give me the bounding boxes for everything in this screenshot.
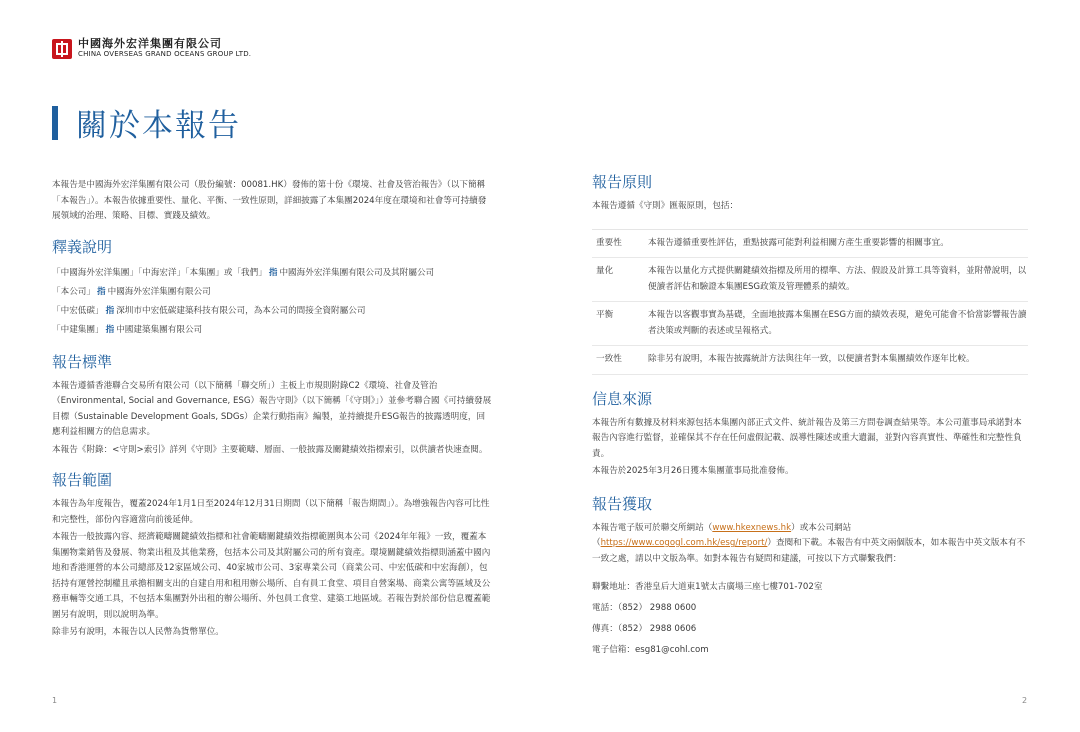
definition-meaning: 中國海外宏洋集團有限公司及其附屬公司 — [279, 267, 435, 278]
page-number-right: 2 — [1022, 696, 1028, 705]
definition-arrow: 指 — [96, 286, 106, 297]
access-text: 本報告電子版可於聯交所網站（ — [592, 522, 713, 533]
hkexnews-link[interactable]: www.hkexnews.hk — [712, 522, 792, 533]
sources-paragraph: 本報告所有數據及材料來源包括本集團內部正式文件、統計報告及第三方問卷調查結果等。本公司董事局承諾對本報告內容進行監督，並確保其不存在任何虛假記載、誤導性陳述或重大遺漏，並對內容真實性、準確性和完整性負責。 — [592, 417, 1022, 459]
access-text: ）或本公司網站（ — [592, 522, 852, 548]
definitions-list — [52, 264, 492, 340]
definition-arrow: 指 — [105, 305, 115, 316]
principle-name: 重要性 — [596, 237, 622, 248]
principles-table — [592, 229, 1028, 375]
principle-description: 本報告以客觀事實為基礎，全面地披露本集團在ESG方面的績效表現，避免可能會不恰當影響報告讀者決策或判斷的表述或呈報格式。 — [648, 310, 1027, 336]
access-paragraph — [592, 521, 1028, 568]
definition-meaning: 中國海外宏洋集團有限公司 — [107, 286, 211, 297]
definition-item — [52, 264, 492, 283]
scope-currency-paragraph: 除非另有說明，本報告以人民幣為貨幣單位。 — [52, 627, 224, 637]
title-accent-bar — [52, 106, 58, 140]
contact-phone: 電話：（852） 2988 0600 — [592, 603, 697, 613]
left-column — [52, 178, 492, 643]
sources-heading: 信息來源 — [592, 389, 653, 408]
principle-description: 本報告以量化方式提供關鍵績效指標及所用的標準、方法、假設及計算工具等資料，並附帶說明，以便讀者評估和驗證本集團ESG政策及管理體系的績效。 — [648, 266, 1027, 292]
principle-name: 量化 — [596, 266, 614, 276]
company-logo-icon — [52, 39, 72, 59]
standards-heading: 報告標準 — [52, 352, 113, 371]
page-title: 關於本報告 — [76, 108, 241, 144]
definition-term: 「中宏低碳」 — [52, 305, 104, 316]
principle-description: 除非另有說明，本報告披露統計方法與往年一致，以便讀者對本集團績效作逐年比較。 — [648, 354, 975, 364]
scope-heading: 報告範圍 — [52, 471, 113, 489]
definition-arrow: 指 — [105, 324, 115, 335]
definition-meaning: 中國建築集團有限公司 — [116, 324, 203, 335]
page-number-left: 1 — [52, 696, 58, 705]
standards-index-paragraph: 本報告《附錄：<守則>索引》詳列《守則》主要範疇、層面、一般披露及關鍵績效指標索引，以供讀者快速查閱。 — [52, 444, 488, 455]
contact-fax: 傳真：（852） 2988 0606 — [592, 624, 697, 634]
definition-item — [52, 302, 492, 321]
definitions-heading: 釋義說明 — [52, 237, 113, 256]
standards-paragraph: 本報告遵循香港聯合交易所有限公司（以下簡稱「聯交所」）主板上市規則附錄C2《環境、社會及管治（Environmental, Social and Governance, ESG）報告守則》（以下簡稱「《守則》」）並參考聯合國《可持續發展目標（Sustainable Development Goals, SDGs）企業行動指南》編製，並持續提升ESG報告的披露透明度，回應利益相關方的信息需求。 — [52, 380, 492, 437]
contact-email: 電子信箱：esg81@cohl.com — [592, 645, 709, 655]
definition-item — [52, 321, 492, 340]
table-row — [592, 258, 1028, 302]
principles-intro: 本報告遵循《守則》匯報原則，包括： — [592, 201, 739, 211]
table-row — [592, 302, 1028, 346]
definition-arrow: 指 — [268, 267, 278, 278]
definition-meaning: 深圳市中宏低碳建築科技有限公司，為本公司的間接全資附屬公司 — [116, 305, 366, 316]
definition-term: 「中國海外宏洋集團」「中海宏洋」「本集團」或「我們」 — [52, 267, 267, 278]
principle-name: 平衡 — [596, 310, 614, 320]
contact-address: 聯繫地址：香港皇后大道東1號太古廣場三座七樓701-702室 — [592, 582, 823, 592]
principle-name: 一致性 — [596, 354, 622, 364]
table-row — [592, 346, 1028, 375]
definition-term: 「本公司」 — [52, 286, 95, 297]
right-column — [592, 172, 1028, 661]
principles-heading: 報告原則 — [592, 173, 653, 191]
logo-english-name: CHINA OVERSEAS GRAND OCEANS GROUP LTD. — [78, 50, 252, 58]
scope-period-paragraph: 本報告為年度報告，覆蓋2024年1月1日至2024年12月31日期間（以下簡稱「報告期間」）。為增強報告內容可比性和完整性，部份內容適當向前後延伸。 — [52, 499, 490, 525]
company-esg-link[interactable]: https://www.cogogl.com.hk/esg/report/ — [600, 538, 768, 548]
intro-paragraph: 本報告是中國海外宏洋集團有限公司（股份編號：00081.HK）發佈的第十份《環境、社會及管治報告》（以下簡稱「本報告」）。本報告依據重要性、量化、平衡、一致性原則，詳細披露了本集團2024年度在環境和社會等可持續發展領域的治理、策略、目標、實踐及績效。 — [52, 180, 487, 221]
company-logo — [52, 38, 251, 59]
access-heading: 報告獲取 — [592, 494, 653, 513]
access-text: ）查閱和下載。本報告有中英文兩個版本，如本報告中英文版本有不一致之處，請以中文版為準。如對本報告有疑問和建議，可按以下方式聯繫我們： — [592, 538, 1026, 564]
approval-paragraph: 本報告於2025年3月26日獲本集團董事局批准發佈。 — [592, 466, 794, 476]
definition-term: 「中建集團」 — [52, 324, 104, 335]
principle-description: 本報告遵循重要性評估，重點披露可能對利益相關方產生重要影響的相關事宜。 — [648, 237, 949, 248]
page-title-block — [52, 100, 241, 145]
table-row — [592, 230, 1028, 259]
definition-item — [52, 283, 492, 302]
scope-coverage-paragraph: 本報告一般披露內容、經濟範疇關鍵績效指標和社會範疇關鍵績效指標範圍與本公司《2024年年報》一致，覆蓋本集團物業銷售及發展、物業出租及其他業務，包括本公司及其附屬公司的所有資產。環境關鍵績效指標則涵蓋中國內地和香港運營的本公司總部及12家區域公司、40家城市公司、3家專業公司（商業公司、中宏低碳和中宏海創），包括持有運營控制權且承擔相關支出的自建自用和租用辦公場所、自有員工食堂、項目自營案場、商業公寓等區域及公務車輛等交通工具，不包括本集團對外出租的辦公場所、外包員工食堂、建築工地區域。若報告對於部份信息覆蓋範圍另有說明，則以說明為準。 — [52, 532, 491, 620]
logo-chinese-name: 中國海外宏洋集團有限公司 — [78, 37, 222, 50]
